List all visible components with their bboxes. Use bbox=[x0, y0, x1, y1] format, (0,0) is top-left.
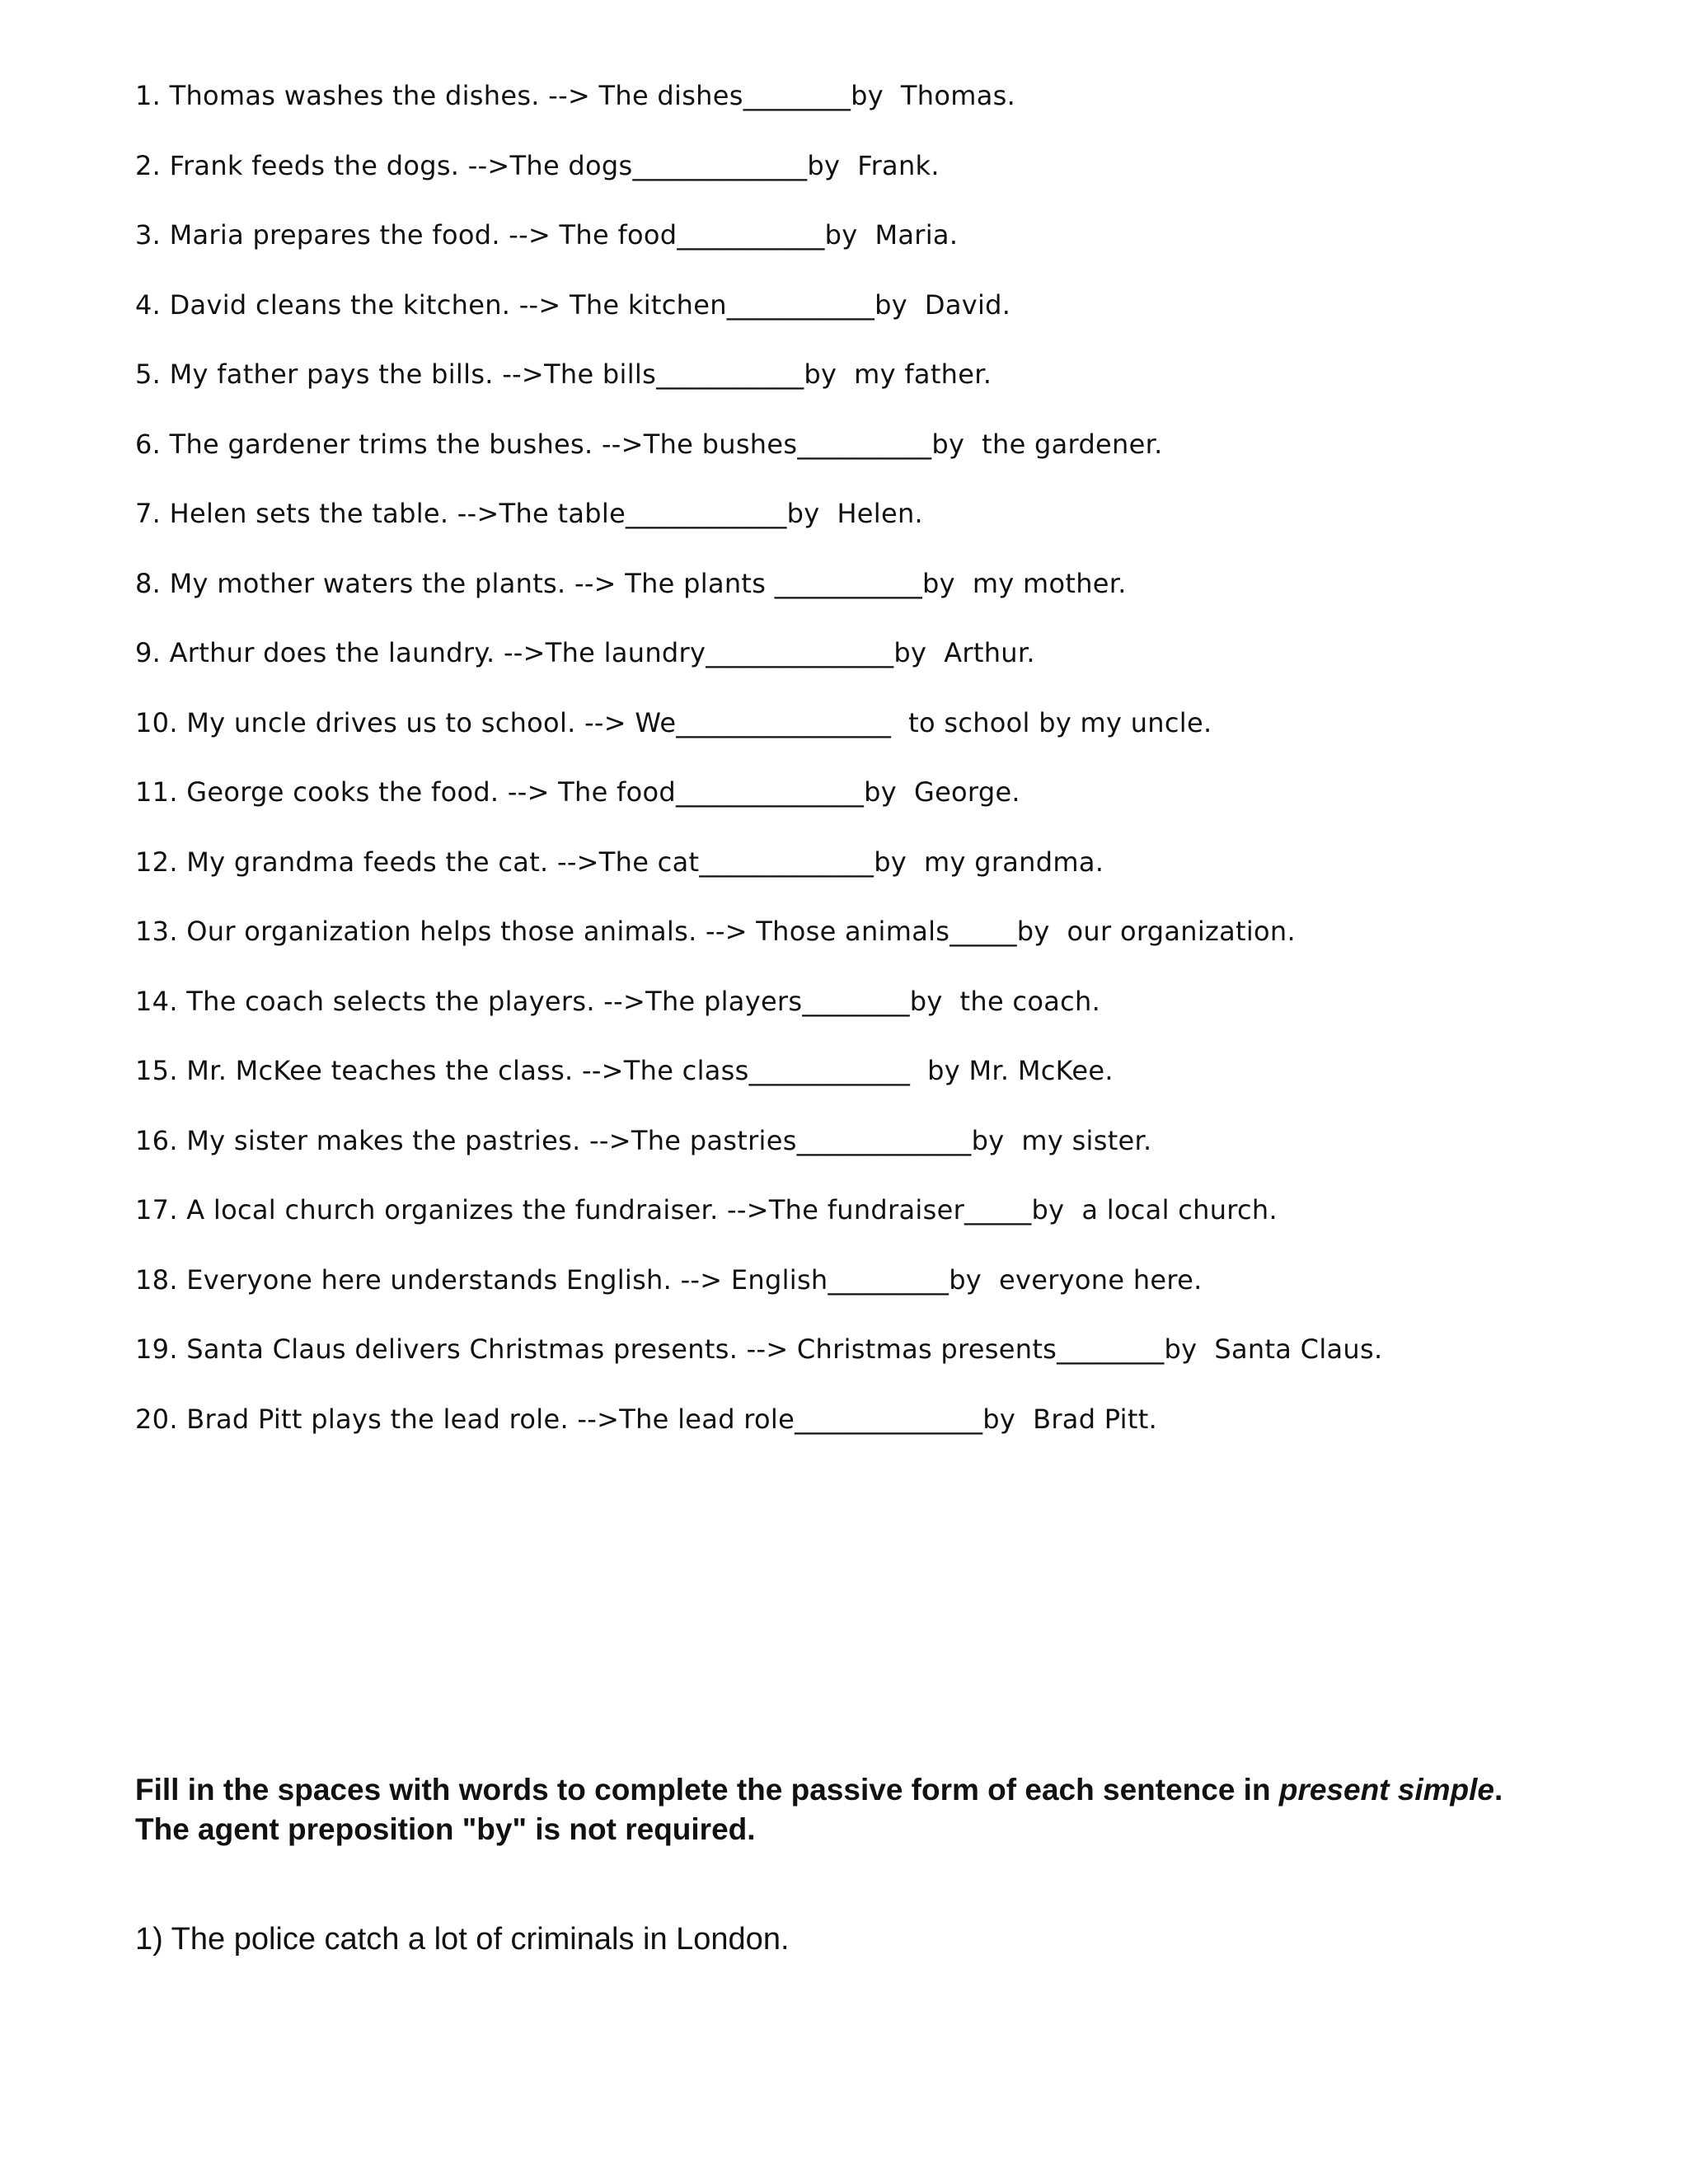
exercise-item-7: 7. Helen sets the table. -->The table____________by Helen. bbox=[135, 498, 924, 529]
exercise-item-11: 11. George cooks the food. --> The food______________by George. bbox=[135, 776, 1020, 808]
exercise-item-3: 3. Maria prepares the food. --> The food___________by Maria. bbox=[135, 219, 959, 251]
exercise-item-6: 6. The gardener trims the bushes. -->The bushes__________by the gardener. bbox=[135, 428, 1163, 460]
instructions-text-part-2: . The agent preposition "by" is not required. bbox=[135, 1773, 1503, 1846]
exercise-item-16: 16. My sister makes the pastries. -->The pastries_____________by my sister. bbox=[135, 1124, 1152, 1156]
exercise-item-18: 18. Everyone here understands English. --> English_________by everyone here. bbox=[135, 1263, 1203, 1296]
exercise-item-8: 8. My mother waters the plants. --> The plants ___________by my mother. bbox=[135, 567, 1127, 599]
exercise-item-17: 17. A local church organizes the fundraiser. -->The fundraiser_____by a local church. bbox=[135, 1194, 1278, 1226]
exercise-item-2: 2. Frank feeds the dogs. -->The dogs_____________by Frank. bbox=[135, 149, 940, 181]
exercise-item-15: 15. Mr. McKee teaches the class. -->The class____________ by Mr. McKee. bbox=[135, 1055, 1114, 1086]
passive-voice-exercise-list bbox=[135, 77, 1619, 1470]
exercise-item-10: 10. My uncle drives us to school. --> We________________ to school by my uncle. bbox=[135, 706, 1212, 738]
instructions-text-part-1: Fill in the spaces with words to complete the passive form of each sentence in bbox=[135, 1773, 1279, 1807]
first-question: 1) The police catch a lot of criminals in London. bbox=[135, 1922, 790, 1957]
exercise-item-9: 9. Arthur does the laundry. -->The laundry______________by Arthur. bbox=[135, 637, 1035, 668]
exercise-item-12: 12. My grandma feeds the cat. -->The cat_____________by my grandma. bbox=[135, 846, 1104, 878]
exercise-item-19: 19. Santa Claus delivers Christmas presents. --> Christmas presents________by Santa Claus. bbox=[135, 1333, 1383, 1365]
instructions-heading bbox=[135, 1770, 1503, 1849]
exercise-item-4: 4. David cleans the kitchen. --> The kitchen___________by David. bbox=[135, 288, 1011, 321]
instructions-italic-present-simple: present simple bbox=[1278, 1773, 1494, 1807]
exercise-item-1: 1. Thomas washes the dishes. --> The dishes________by Thomas. bbox=[135, 80, 1016, 111]
exercise-item-20: 20. Brad Pitt plays the lead role. -->The lead role______________by Brad Pitt. bbox=[135, 1403, 1158, 1435]
exercise-item-14: 14. The coach selects the players. -->The players________by the coach. bbox=[135, 985, 1101, 1017]
exercise-item-5: 5. My father pays the bills. -->The bills___________by my father. bbox=[135, 359, 992, 390]
exercise-item-13: 13. Our organization helps those animals. --> Those animals_____by our organization. bbox=[135, 916, 1296, 947]
